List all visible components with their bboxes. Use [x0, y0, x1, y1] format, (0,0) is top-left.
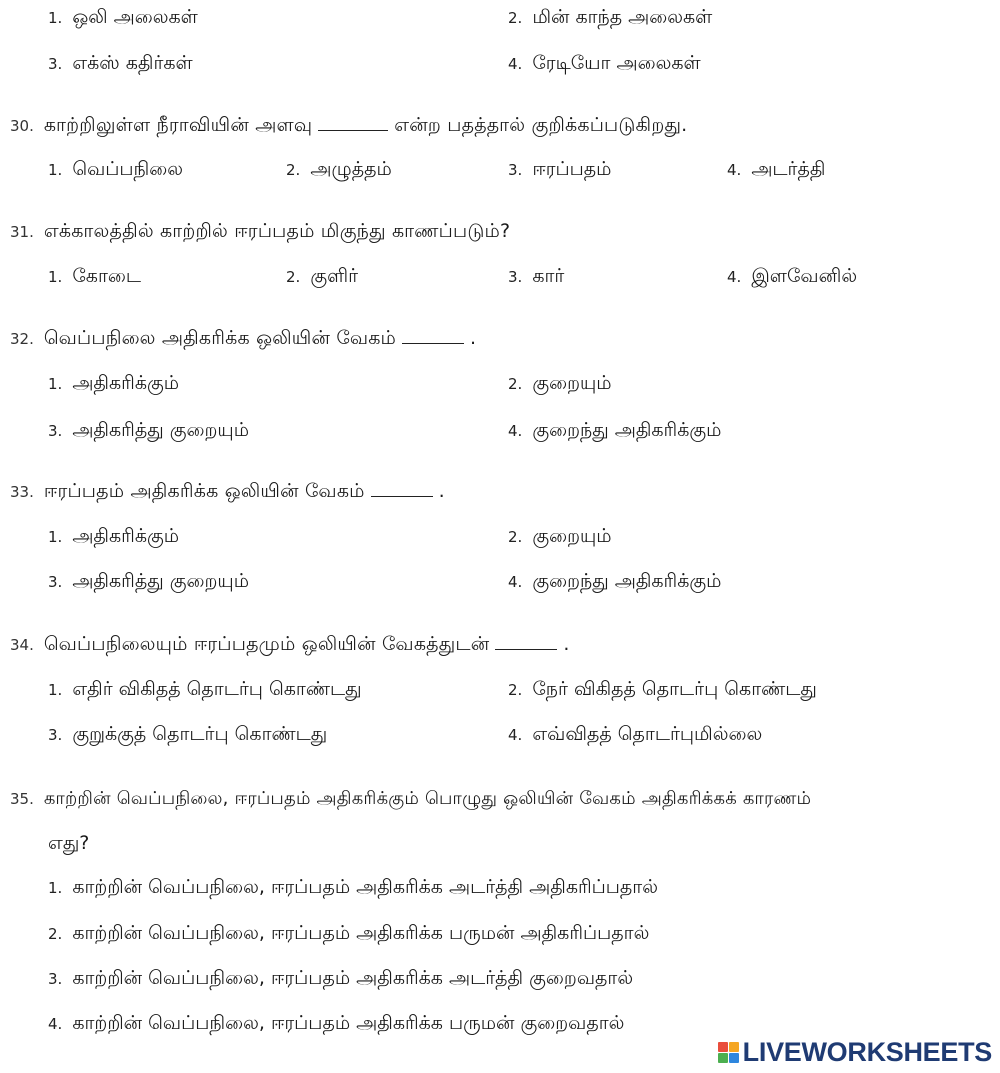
- option[interactable]: [48, 1010, 624, 1037]
- option[interactable]: [48, 263, 141, 290]
- option-number: 3.: [508, 268, 523, 286]
- logo-square: [718, 1042, 728, 1052]
- option-text: ரேடியோ அலைகள்: [532, 52, 701, 74]
- option[interactable]: [48, 568, 249, 595]
- option-text: மின் காந்த அலைகள்: [532, 6, 713, 28]
- option-number: 3.: [48, 970, 63, 988]
- question-34: [10, 631, 570, 658]
- option[interactable]: [508, 50, 701, 77]
- option-text: அழுத்தம்: [310, 158, 392, 180]
- answer-blank[interactable]: [402, 329, 464, 344]
- option-number: 3.: [508, 161, 523, 179]
- option[interactable]: [508, 417, 721, 444]
- option-number: 3.: [48, 55, 63, 73]
- option-text: ஈரப்பதம்: [532, 158, 612, 180]
- option[interactable]: [48, 156, 183, 183]
- question-text-part2: .: [438, 480, 445, 502]
- option-text: குறையும்: [532, 525, 612, 547]
- question-31: [10, 218, 510, 245]
- question-number: 32.: [10, 330, 34, 348]
- logo-square: [729, 1053, 739, 1063]
- answer-blank[interactable]: [495, 635, 557, 650]
- option-text: எதிர் விகிதத் தொடர்பு கொண்டது: [72, 678, 362, 700]
- option-text: இளவேனில்: [751, 265, 858, 287]
- option-text: கோடை: [72, 265, 141, 287]
- question-number: 35.: [10, 790, 34, 808]
- option-number: 1.: [48, 528, 63, 546]
- option-number: 3.: [48, 573, 63, 591]
- question-text: எக்காலத்தில் காற்றில் ஈரப்பதம் மிகுந்து காணப்படும்?: [43, 220, 511, 242]
- option-number: 1.: [48, 879, 63, 897]
- question-text-part2: .: [470, 327, 477, 349]
- question-text: காற்றின் வெப்பநிலை, ஈரப்பதம் அதிகரிக்கும் பொழுது ஒலியின் வேகம் அதிகரிக்கக் காரணம்: [43, 788, 812, 809]
- option-text: காற்றின் வெப்பநிலை, ஈரப்பதம் அதிகரிக்க பருமன் அதிகரிப்பதால்: [72, 922, 650, 944]
- option-number: 2.: [286, 268, 301, 286]
- question-35: [10, 785, 811, 812]
- option-text: எக்ஸ் கதிர்கள்: [72, 52, 193, 74]
- option-number: 4.: [727, 268, 742, 286]
- liveworksheets-logo[interactable]: [718, 1037, 992, 1067]
- question-text-part1: ஈரப்பதம் அதிகரிக்க ஒலியின் வேகம்: [43, 480, 365, 502]
- option-text: அடர்த்தி: [751, 158, 826, 180]
- option-number: 1.: [48, 375, 63, 393]
- option-number: 2.: [508, 528, 523, 546]
- question-text-continued: எது?: [48, 832, 90, 854]
- option-number: 3.: [48, 726, 63, 744]
- option[interactable]: [48, 4, 198, 31]
- option-text: ஒலி அலைகள்: [72, 6, 198, 28]
- option[interactable]: [727, 263, 857, 290]
- option[interactable]: [286, 263, 358, 290]
- option-number: 2.: [286, 161, 301, 179]
- option-text: அதிகரித்து குறையும்: [72, 419, 249, 441]
- logo-square: [729, 1042, 739, 1052]
- option[interactable]: [48, 676, 362, 703]
- question-text-part2: என்ற பதத்தால் குறிக்கப்படுகிறது.: [394, 114, 688, 136]
- option[interactable]: [48, 721, 327, 748]
- option[interactable]: [286, 156, 392, 183]
- option-number: 4.: [508, 726, 523, 744]
- option[interactable]: [727, 156, 825, 183]
- answer-blank[interactable]: [371, 482, 433, 497]
- option-number: 1.: [48, 268, 63, 286]
- option[interactable]: [48, 874, 658, 901]
- option-number: 1.: [48, 161, 63, 179]
- option-number: 4.: [508, 422, 523, 440]
- option-text: காற்றின் வெப்பநிலை, ஈரப்பதம் அதிகரிக்க அடர்த்தி அதிகரிப்பதால்: [72, 876, 659, 898]
- option-number: 2.: [48, 925, 63, 943]
- answer-blank[interactable]: [318, 116, 388, 131]
- option[interactable]: [48, 417, 249, 444]
- option-text: குறையும்: [532, 372, 612, 394]
- option-number: 4.: [727, 161, 742, 179]
- option-number: 1.: [48, 681, 63, 699]
- logo-square: [718, 1053, 728, 1063]
- question-30: [10, 112, 687, 139]
- option-number: 2.: [508, 681, 523, 699]
- logo-squares-icon: [718, 1042, 739, 1063]
- option[interactable]: [48, 920, 649, 947]
- question-text-part1: வெப்பநிலையும் ஈரப்பதமும் ஒலியின் வேகத்துடன்: [43, 633, 490, 655]
- question-text-part2: .: [563, 633, 570, 655]
- option-text: காற்றின் வெப்பநிலை, ஈரப்பதம் அதிகரிக்க அடர்த்தி குறைவதால்: [72, 967, 634, 989]
- question-text-part1: வெப்பநிலை அதிகரிக்க ஒலியின் வேகம்: [43, 327, 397, 349]
- option[interactable]: [508, 370, 612, 397]
- option[interactable]: [48, 370, 179, 397]
- option[interactable]: [508, 676, 817, 703]
- question-32: [10, 325, 476, 352]
- option-text: குளிர்: [310, 265, 359, 287]
- question-number: 31.: [10, 223, 34, 241]
- brand-name: LIVEWORKSHEETS: [742, 1036, 992, 1067]
- option-text: காற்றின் வெப்பநிலை, ஈரப்பதம் அதிகரிக்க பருமன் குறைவதால்: [72, 1012, 625, 1034]
- option[interactable]: [48, 965, 633, 992]
- option[interactable]: [48, 523, 179, 550]
- option[interactable]: [48, 50, 193, 77]
- option-text: குறுக்குத் தொடர்பு கொண்டது: [72, 723, 328, 745]
- question-text-part1: காற்றிலுள்ள நீராவியின் அளவு: [43, 114, 313, 136]
- option-text: குறைந்து அதிகரிக்கும்: [532, 570, 722, 592]
- question-33: [10, 478, 445, 505]
- option[interactable]: [508, 263, 564, 290]
- question-number: 30.: [10, 117, 34, 135]
- option-number: 2.: [508, 9, 523, 27]
- option-text: எவ்விதத் தொடர்புமில்லை: [532, 723, 763, 745]
- option-number: 3.: [48, 422, 63, 440]
- option-number: 4.: [508, 55, 523, 73]
- option-text: அதிகரிக்கும்: [72, 372, 180, 394]
- question-number: 34.: [10, 636, 34, 654]
- question-number: 33.: [10, 483, 34, 501]
- option-text: அதிகரித்து குறையும்: [72, 570, 249, 592]
- option-text: வெப்பநிலை: [72, 158, 184, 180]
- option[interactable]: [508, 523, 612, 550]
- option-text: குறைந்து அதிகரிக்கும்: [532, 419, 722, 441]
- option-text: நேர் விகிதத் தொடர்பு கொண்டது: [532, 678, 817, 700]
- option-number: 4.: [48, 1015, 63, 1033]
- option[interactable]: [508, 156, 611, 183]
- option-text: கார்: [532, 265, 565, 287]
- option[interactable]: [508, 4, 712, 31]
- option-number: 4.: [508, 573, 523, 591]
- option-number: 2.: [508, 375, 523, 393]
- option-text: அதிகரிக்கும்: [72, 525, 180, 547]
- option[interactable]: [508, 721, 762, 748]
- option-number: 1.: [48, 9, 63, 27]
- option[interactable]: [508, 568, 721, 595]
